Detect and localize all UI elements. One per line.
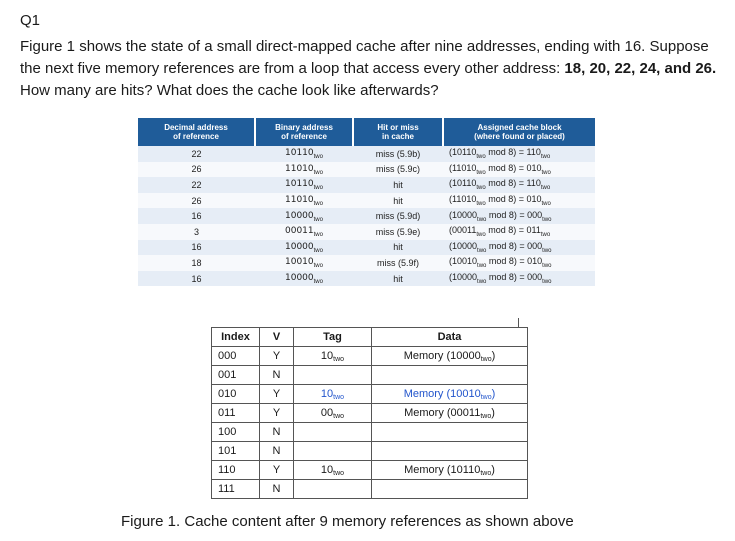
cache-data	[372, 385, 528, 404]
cache-data-value: Memory (10010	[403, 387, 481, 400]
cache-row	[212, 366, 528, 385]
ref-decimal: 18	[138, 255, 255, 271]
subscript: two	[333, 412, 345, 420]
subscript: two	[476, 169, 486, 176]
ref-decimal: 22	[138, 146, 255, 162]
cache-tag-value: 10	[320, 463, 334, 476]
cache-index: 011	[212, 404, 260, 423]
subscript: two	[313, 263, 323, 270]
subscript: two	[542, 279, 552, 286]
subscript: two	[313, 232, 323, 239]
ref-binary-value: 11010	[285, 195, 314, 206]
subscript: two	[540, 185, 551, 192]
ref-block	[443, 177, 595, 193]
ref-row	[138, 224, 595, 240]
cache-row	[212, 423, 528, 442]
subscript: two	[476, 185, 486, 192]
cache-data	[372, 442, 528, 461]
ref-binary-value: 11010	[285, 163, 314, 174]
cache-data	[372, 461, 528, 480]
ref-block	[443, 240, 595, 256]
subscript: two	[541, 201, 551, 208]
ref-binary	[255, 271, 353, 287]
subscript: two	[333, 469, 345, 477]
ref-block	[443, 193, 595, 209]
cache-data-value: Memory (10110	[404, 463, 481, 476]
cache-data	[372, 423, 528, 442]
ref-block-open: (10110	[449, 147, 477, 158]
header-cache-block: Assigned cache block (where found or placed)	[443, 118, 595, 146]
question-text	[20, 36, 720, 102]
subscript: two	[480, 355, 492, 363]
cache-tag	[294, 480, 372, 499]
subscript: two	[333, 355, 345, 363]
subscript: two	[542, 247, 552, 254]
subscript: two	[541, 169, 551, 176]
ref-decimal: 16	[138, 240, 255, 256]
ref-block	[443, 224, 595, 240]
cache-data-close: )	[491, 406, 495, 419]
subscript: two	[542, 216, 552, 223]
cache-valid: N	[260, 442, 294, 461]
cache-header-index: Index	[212, 328, 260, 347]
ref-result: miss (5.9b)	[353, 146, 443, 162]
cache-data-close: )	[491, 387, 496, 400]
figure-caption: Figure 1. Cache content after 9 memory references as shown above	[121, 513, 574, 530]
ref-result: miss (5.9f)	[353, 255, 443, 271]
ref-block	[443, 255, 595, 271]
ref-binary	[255, 162, 353, 178]
ref-row	[138, 162, 595, 178]
subscript: two	[313, 247, 323, 254]
ref-block-mod: mod 8) = 000	[486, 272, 543, 283]
ref-block-open: (10000	[449, 209, 478, 220]
cache-tag-value: 00	[320, 406, 334, 419]
header-hit-or-miss: Hit or miss in cache	[353, 118, 443, 146]
cache-tag	[294, 347, 372, 366]
ref-result: miss (5.9c)	[353, 162, 443, 178]
ref-binary-value: 00011	[285, 226, 314, 237]
ref-binary	[255, 255, 353, 271]
cache-row	[212, 442, 528, 461]
ref-block-mod: mod 8) = 000	[486, 240, 543, 251]
cache-valid: N	[260, 366, 294, 385]
question-label: Q1	[20, 12, 41, 29]
header-decimal-address: Decimal address of reference	[138, 118, 255, 146]
ref-block-open: (10000	[449, 272, 478, 283]
cache-valid: Y	[260, 461, 294, 480]
ref-decimal: 3	[138, 224, 255, 240]
subscript: two	[540, 154, 551, 161]
ref-row	[138, 255, 595, 271]
ref-result: hit	[353, 193, 443, 209]
subscript: two	[476, 154, 486, 161]
subscript: two	[313, 169, 323, 176]
cache-valid: Y	[260, 404, 294, 423]
cache-tag	[294, 404, 372, 423]
ref-block-mod: mod 8) = 010	[485, 162, 542, 173]
ref-binary	[255, 193, 353, 209]
cache-valid: N	[260, 423, 294, 442]
ref-block-mod: mod 8) = 010	[486, 256, 543, 267]
ref-binary	[255, 208, 353, 224]
cache-index: 101	[212, 442, 260, 461]
ref-binary	[255, 224, 353, 240]
subscript: two	[313, 279, 323, 286]
subscript: two	[476, 232, 486, 239]
ref-binary-value: 10000	[285, 241, 314, 252]
subscript: two	[480, 393, 492, 401]
ref-block-open: (00011	[449, 225, 477, 236]
ref-row	[138, 177, 595, 193]
cache-header-data: Data	[372, 328, 528, 347]
ref-block-open: (11010	[449, 194, 477, 205]
cache-tag	[294, 385, 372, 404]
cache-data-close: )	[491, 349, 496, 362]
subscript: two	[477, 263, 487, 270]
cache-data-value: Memory (00011	[404, 406, 481, 419]
ref-decimal: 16	[138, 271, 255, 287]
ref-block	[443, 208, 595, 224]
subscript: two	[333, 393, 345, 401]
ref-binary-value: 10010	[285, 257, 314, 268]
ref-decimal: 26	[138, 162, 255, 178]
ref-decimal: 26	[138, 193, 255, 209]
ref-result: hit	[353, 271, 443, 287]
ref-row	[138, 240, 595, 256]
subscript: two	[313, 185, 323, 192]
cache-data	[372, 480, 528, 499]
cache-data	[372, 347, 528, 366]
ref-binary-value: 10110	[285, 179, 314, 190]
cache-valid: N	[260, 480, 294, 499]
header-binary-address: Binary address of reference	[255, 118, 353, 146]
cache-data-value: Memory (10000	[403, 349, 481, 362]
cache-index: 110	[212, 461, 260, 480]
cache-valid: Y	[260, 347, 294, 366]
subscript: two	[313, 201, 323, 208]
cache-header-tag: Tag	[294, 328, 372, 347]
ref-block-open: (10000	[449, 240, 478, 251]
cache-index: 001	[212, 366, 260, 385]
ref-result: miss (5.9e)	[353, 224, 443, 240]
question-text-after: How many are hits? What does the cache look like afterwards?	[20, 82, 439, 99]
ref-block	[443, 146, 595, 162]
reference-table	[138, 118, 595, 286]
cache-row	[212, 385, 528, 404]
cache-data	[372, 404, 528, 423]
ref-block-mod: mod 8) = 010	[485, 194, 542, 205]
cache-valid: Y	[260, 385, 294, 404]
ref-decimal: 16	[138, 208, 255, 224]
ref-row	[138, 208, 595, 224]
ref-binary	[255, 146, 353, 162]
subscript: two	[476, 201, 486, 208]
subscript: two	[540, 232, 551, 239]
cache-data-close: )	[491, 463, 495, 476]
subscript: two	[477, 247, 487, 254]
cache-data	[372, 366, 528, 385]
ref-block-mod: mod 8) = 000	[486, 209, 543, 220]
subscript: two	[542, 263, 552, 270]
cache-tag-value: 10	[320, 387, 334, 400]
subscript: two	[477, 216, 487, 223]
ref-decimal: 22	[138, 177, 255, 193]
cache-tag-value: 10	[320, 349, 334, 362]
ref-binary-value: 10110	[285, 148, 314, 159]
ref-block-mod: mod 8) = 011	[485, 225, 541, 236]
cache-header-v: V	[260, 328, 294, 347]
ref-result: miss (5.9d)	[353, 208, 443, 224]
ref-block	[443, 271, 595, 287]
ref-binary	[255, 240, 353, 256]
subscript: two	[480, 469, 492, 477]
cache-row	[212, 347, 528, 366]
cache-index: 111	[212, 480, 260, 499]
subscript: two	[480, 412, 492, 420]
cache-index: 000	[212, 347, 260, 366]
ref-block-open: (10010	[449, 256, 478, 267]
question-text-before: Figure 1 shows the state of a small direct-mapped cache after nine addresses, ending with 16. Suppose the next five memory references are from a loop that access every other address:	[20, 38, 709, 77]
question-bold-refs: 18, 20, 22, 24, and 26.	[564, 60, 717, 77]
cache-tag	[294, 423, 372, 442]
ref-block-mod: mod 8) = 110	[485, 178, 541, 189]
cache-tag	[294, 366, 372, 385]
ref-block-open: (11010	[449, 162, 477, 173]
ref-block-mod: mod 8) = 110	[485, 147, 541, 158]
cache-row	[212, 480, 528, 499]
subscript: two	[313, 154, 323, 161]
cache-tag	[294, 442, 372, 461]
ref-binary-value: 10000	[285, 273, 314, 284]
cache-row	[212, 461, 528, 480]
cache-index: 100	[212, 423, 260, 442]
ref-block-open: (10110	[449, 178, 477, 189]
ref-row	[138, 146, 595, 162]
ref-row	[138, 271, 595, 287]
cache-row	[212, 404, 528, 423]
cache-table	[211, 327, 528, 499]
subscript: two	[313, 216, 323, 223]
subscript: two	[477, 279, 487, 286]
ref-block	[443, 162, 595, 178]
ref-result: hit	[353, 240, 443, 256]
cache-tag	[294, 461, 372, 480]
ref-result: hit	[353, 177, 443, 193]
cache-index: 010	[212, 385, 260, 404]
ref-binary-value: 10000	[285, 210, 314, 221]
ref-binary	[255, 177, 353, 193]
ref-row	[138, 193, 595, 209]
